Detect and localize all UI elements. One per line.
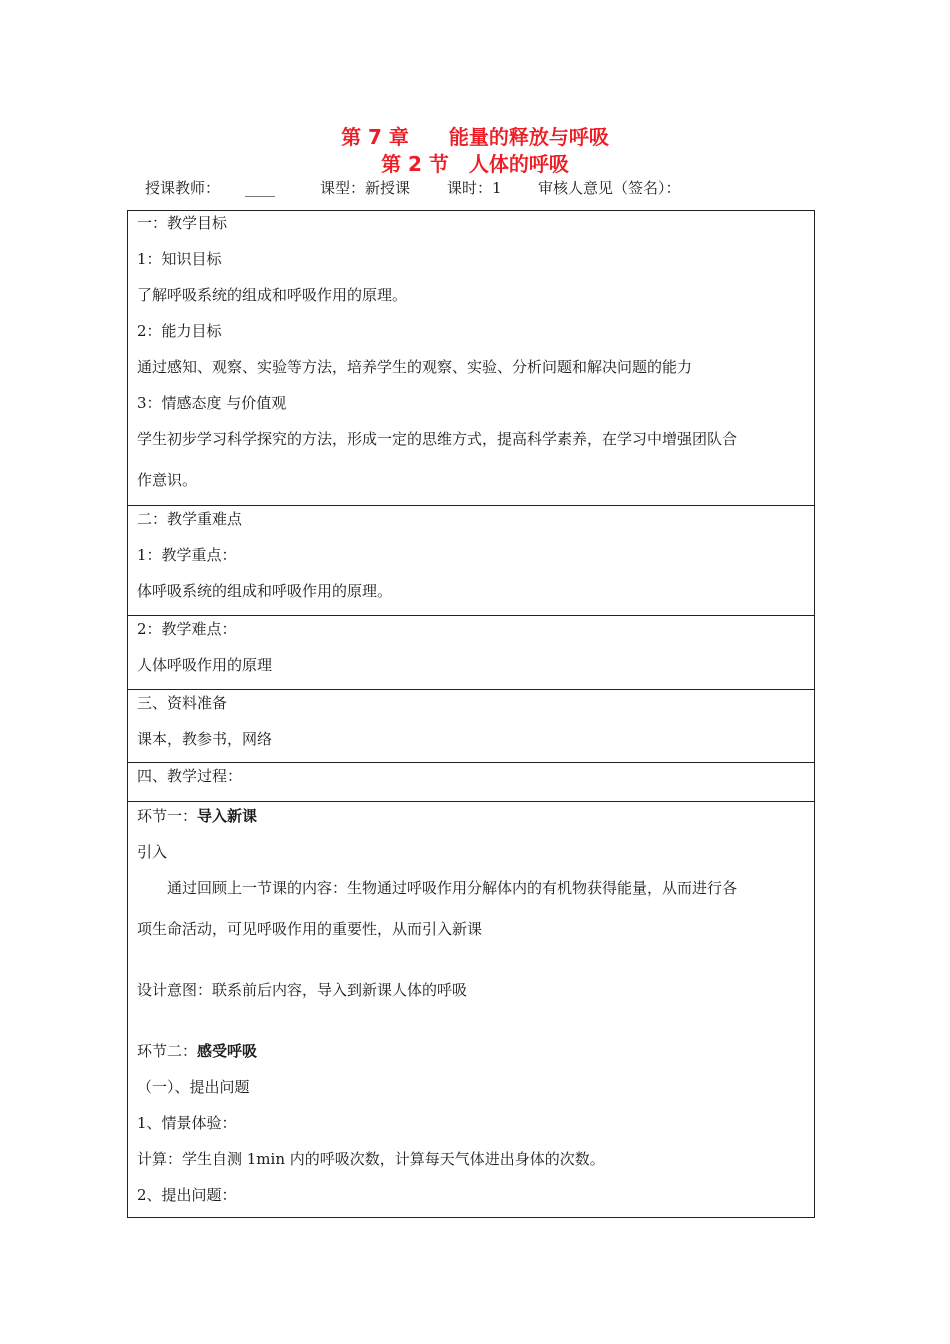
focus-text: 体呼吸系统的组成和呼吸作用的原理。: [137, 582, 393, 600]
lesson-type: 课型：新授课: [320, 179, 411, 197]
key-points-heading: 二：教学重难点: [137, 510, 243, 528]
process-heading: 四、教学过程：: [137, 767, 243, 785]
step2-calc: 计算：学生自测 1min 内的呼吸次数，计算每天气体进出身体的次数。: [137, 1150, 605, 1168]
knowledge-goal-text: 了解呼吸系统的组成和呼吸作用的原理。: [137, 286, 408, 304]
section-title: 第 2 节 人体的呼吸: [381, 152, 569, 176]
step1-text-cont: 项生命活动，可见呼吸作用的重要性，从而引入新课: [137, 920, 483, 938]
materials-heading: 三、资料准备: [137, 694, 228, 712]
divider: [127, 505, 815, 506]
step1-prefix: 环节一：: [137, 807, 198, 825]
chapter-title: 第 7 章 能量的释放与呼吸: [341, 125, 609, 149]
step1-title: 导入新课: [197, 807, 258, 825]
step1-text: 通过回顾上一节课的内容：生物通过呼吸作用分解体内的有机物获得能量，从而进行各: [137, 879, 738, 897]
divider: [127, 801, 815, 802]
divider: [127, 689, 815, 690]
step2-prefix: 环节二：: [137, 1042, 198, 1060]
emotion-goal-text-cont: 作意识。: [137, 471, 198, 489]
ability-goal-label: 2：能力目标: [137, 322, 222, 340]
step2-title: 感受呼吸: [197, 1042, 258, 1060]
focus-label: 1：教学重点：: [137, 546, 237, 564]
divider: [127, 762, 815, 763]
emotion-goal-label: 3：情感态度 与价值观: [137, 394, 287, 412]
ability-goal-text: 通过感知、观察、实验等方法，培养学生的观察、实验、分析问题和解决问题的能力: [137, 358, 693, 376]
materials-text: 课本，教参书，网络: [137, 730, 273, 748]
difficulty-label: 2：教学难点：: [137, 620, 237, 638]
divider: [127, 615, 815, 616]
lesson-hours: 课时：1: [447, 179, 502, 197]
teacher-label: 授课教师：: [145, 179, 221, 197]
teacher-blank: ____: [245, 179, 275, 197]
step1-sub: 引入: [137, 843, 168, 861]
difficulty-text: 人体呼吸作用的原理: [137, 656, 273, 674]
step2-item1: 1、情景体验：: [137, 1114, 237, 1132]
emotion-goal-text: 学生初步学习科学探究的方法，形成一定的思维方式，提高科学素养，在学习中增强团队合: [137, 430, 738, 448]
step1-heading: [137, 805, 257, 827]
review-signature: 审核人意见（签名）：: [538, 179, 681, 197]
knowledge-goal-label: 1：知识目标: [137, 250, 222, 268]
step1-design-intent: 设计意图：联系前后内容，导入到新课人体的呼吸: [137, 981, 468, 999]
step2-item2: 2、提出问题：: [137, 1186, 237, 1204]
step2-part: （一）、提出问题: [137, 1078, 250, 1096]
objectives-heading: 一：教学目标: [137, 214, 228, 232]
step2-heading: [137, 1040, 257, 1062]
